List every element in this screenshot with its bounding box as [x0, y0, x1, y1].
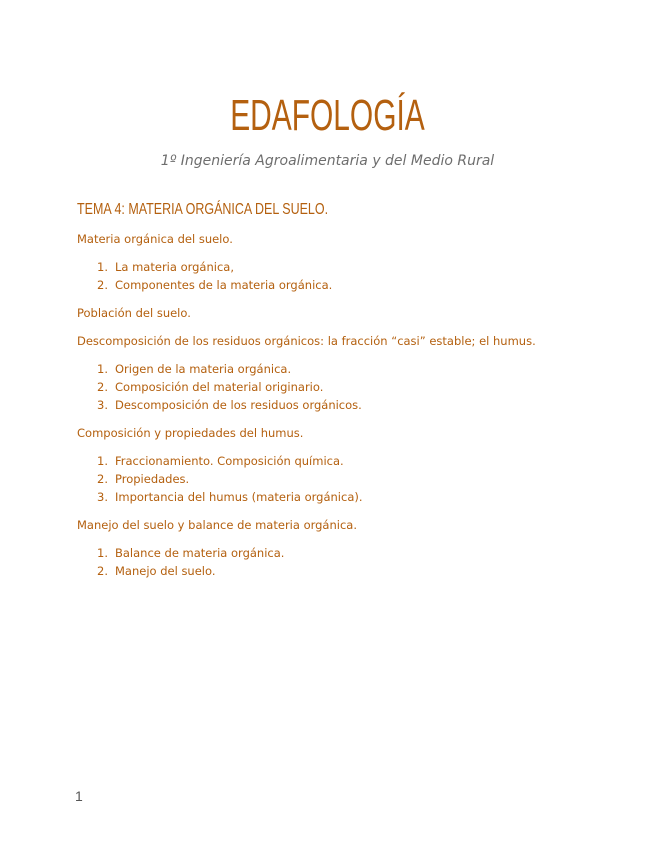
- list-item: [77, 276, 577, 294]
- list-item: [77, 378, 577, 396]
- list-item-number: 1.: [97, 260, 108, 274]
- list-item-number: 2.: [97, 380, 108, 394]
- list-item-number: 3.: [97, 490, 108, 504]
- section-title: Materia orgánica del suelo.: [77, 232, 233, 246]
- section-title: Manejo del suelo y balance de materia orgánica.: [77, 518, 357, 532]
- list-item-text: Origen de la materia orgánica.: [115, 362, 292, 376]
- list-item: [77, 470, 577, 488]
- list-item: [77, 562, 577, 580]
- list-item: [77, 544, 577, 562]
- list-item-text: Componentes de la materia orgánica.: [115, 278, 333, 292]
- list-item-number: 2.: [97, 278, 108, 292]
- page-number: 1: [75, 788, 83, 804]
- list-item-number: 2.: [97, 564, 108, 578]
- section-title: Composición y propiedades del humus.: [77, 426, 304, 440]
- list-item-number: 1.: [97, 454, 108, 468]
- list-item-text: Fraccionamiento. Composición química.: [115, 454, 344, 468]
- list-item-text: Manejo del suelo.: [115, 564, 216, 578]
- list-item-text: Descomposición de los residuos orgánicos.: [115, 398, 362, 412]
- numbered-list: [77, 544, 577, 580]
- document-body: [77, 200, 577, 590]
- list-item-text: Balance de materia orgánica.: [115, 546, 285, 560]
- numbered-list: [77, 360, 577, 414]
- list-item: [77, 360, 577, 378]
- section-heading: TEMA 4: MATERIA ORGÁNICA DEL SUELO.: [77, 201, 329, 218]
- section-title: Descomposición de los residuos orgánicos: la fracción “casi” estable; el humus.: [77, 334, 536, 348]
- list-item: [77, 258, 577, 276]
- list-item: [77, 452, 577, 470]
- list-item-number: 1.: [97, 546, 108, 560]
- list-item-number: 3.: [97, 398, 108, 412]
- numbered-list: [77, 258, 577, 294]
- list-item-text: Importancia del humus (materia orgánica).: [115, 490, 363, 504]
- list-item-number: 2.: [97, 472, 108, 486]
- document-subtitle: 1º Ingeniería Agroalimentaria y del Medio Rural: [160, 153, 495, 169]
- list-item: [77, 396, 577, 414]
- list-item-text: Propiedades.: [115, 472, 190, 486]
- list-item-number: 1.: [97, 362, 108, 376]
- list-item-text: Composición del material originario.: [115, 380, 324, 394]
- list-item-text: La materia orgánica,: [115, 260, 234, 274]
- list-item: [77, 488, 577, 506]
- numbered-list: [77, 452, 577, 506]
- section-title: Población del suelo.: [77, 306, 191, 320]
- document-title: EDAFOLOGÍA: [230, 91, 425, 140]
